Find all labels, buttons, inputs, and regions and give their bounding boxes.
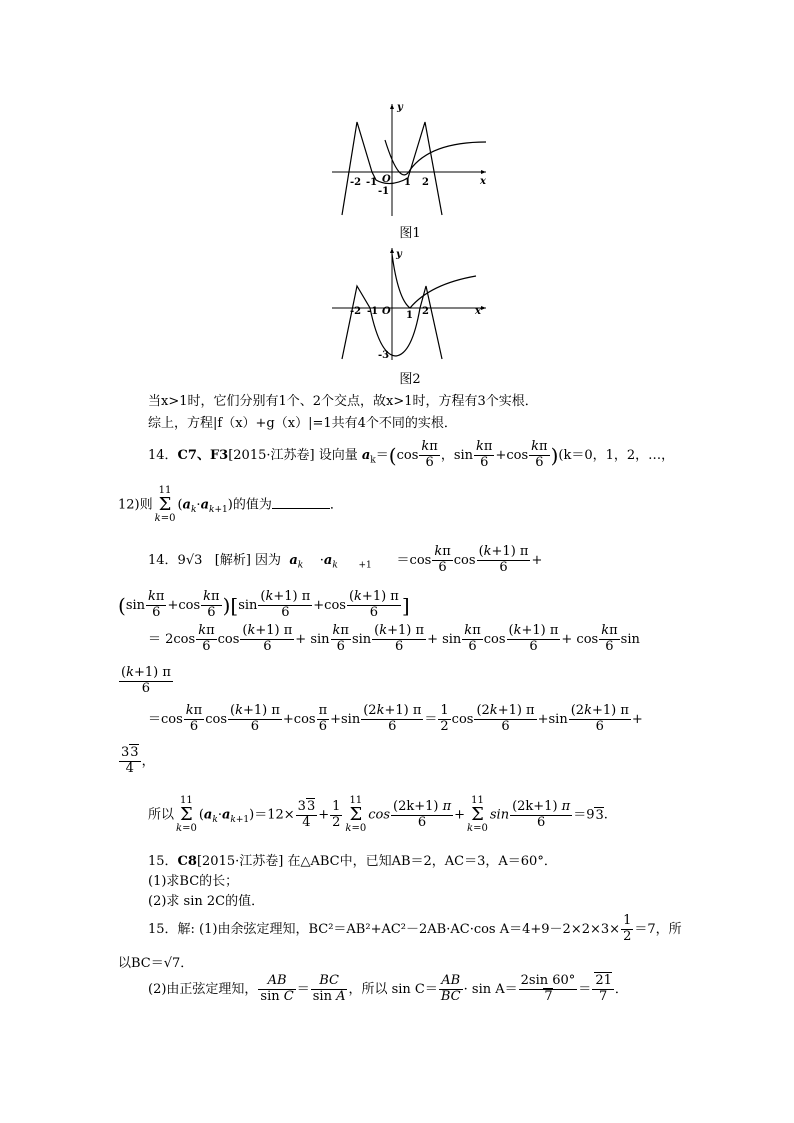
q14-eq: ＝ bbox=[375, 447, 389, 463]
fig2-tick-neg2: -2 bbox=[350, 306, 362, 317]
figure-2-graph bbox=[330, 244, 492, 362]
question-14-line-2: 12)则11 Σ $k=0(a_k\cdot a_{k+1})$的值为 ． bbox=[118, 485, 343, 524]
question-15-part-2: (2)求 sin 2C的值． bbox=[148, 894, 265, 909]
fig2-axis-x: x bbox=[475, 306, 481, 317]
a15-l3-eq: ＝ bbox=[578, 981, 592, 997]
fig1-axis-x: x bbox=[480, 176, 486, 187]
fig1-tick-origin: O bbox=[382, 174, 391, 185]
a14-prefix: 14．9√3 bbox=[148, 552, 203, 568]
q15-text: [2015·江苏卷] 在△ABC中，已知AB＝2，AC＝3，A＝60°． bbox=[196, 854, 557, 869]
fig1-tick-neg1: -1 bbox=[366, 177, 378, 188]
question-15-part-1: (1)求BC的长； bbox=[148, 874, 239, 889]
result-prefix: 所以 bbox=[148, 807, 175, 823]
a14-kp1: +1 bbox=[358, 560, 372, 571]
figure-1-caption: 图1 bbox=[399, 226, 421, 241]
q14-number: 14． bbox=[148, 447, 178, 463]
q14-l2-end: 的值为 bbox=[232, 497, 272, 513]
fig2-tick-neg1: -1 bbox=[367, 306, 379, 317]
q14-period: ． bbox=[329, 497, 343, 513]
q14-tag: C7、F3 bbox=[177, 447, 229, 463]
answer-14-line-5: ＝cos $\frac{k\pi}{6}$ cos $\frac{(k+1) \pi}{6}$ +cos $\frac{\pi}{6}$ +sin $\frac{(2k+1) \pi}{6}$ ＝ $\frac{1}{2}$ cos $\frac{(2k+1) \pi}{6}$ +sin $\frac{(2k+1) \pi}{6}$ + bbox=[148, 703, 643, 734]
fig1-tick-neg2: -2 bbox=[350, 177, 362, 188]
q14-l2-start: 12)则 bbox=[118, 497, 153, 513]
answer-14-line-1: 14．9√3 [解析] 因为 $a_k$ $\cdot a_k$ $_{+1}$ ＝cos $\frac{k\pi}{6}$ cos $\frac{(k+1) \pi}{6}$ + bbox=[148, 544, 543, 575]
answer-15-line-2: 以BC＝√7． bbox=[118, 956, 194, 971]
text-line-1: 当x>1时，它们分别有1个、2个交点，故x>1时，方程有3个实根． bbox=[148, 394, 538, 409]
fig2-tick-1: 1 bbox=[406, 310, 413, 321]
answer-14-line-3: ＝ 2cos $\frac{k\pi}{6}$ cos $\frac{(k+1) \pi}{6}$ + sin $\frac{k\pi}{6}$ sin $\frac{(k+1) \pi}{6}$ + sin $\frac{k\pi}{6}$ cos $\frac{(k+1) \pi}{6}$ + cos $\frac{k\pi}{6}$ sin bbox=[148, 623, 640, 654]
q14-source: [2015·江苏卷] 设向量 bbox=[228, 447, 358, 463]
fig1-axis-y: y bbox=[397, 102, 403, 113]
answer-blank bbox=[272, 508, 330, 509]
fig2-tick-y: -3 bbox=[378, 350, 390, 361]
answer-14-line-6: $\frac{33}{4}$ ， bbox=[121, 745, 155, 776]
a15-l1-end: ＝7，所 bbox=[634, 921, 682, 937]
fig1-tick-2: 2 bbox=[422, 177, 429, 188]
a15-l3-mid2: · sin A＝ bbox=[463, 981, 518, 997]
answer-14-line-4: $\frac{(k+1) \pi}{6}$ bbox=[121, 665, 171, 696]
answer-14-result: 所以11 Σ $k=0(a_k\cdot a_{k+1})=12\times$ $\frac{33}{4}$ + $\frac{1}{2}$ 11 Σ k=0cos $\frac{(2k+1) \pi}{6}$ +11 Σ k=0sin $\frac{(2k+1) \pi}{6}$ ＝93. bbox=[148, 795, 608, 834]
q14-vector-a: a bbox=[361, 447, 371, 463]
fig2-tick-origin: O bbox=[382, 306, 391, 317]
a14-dot: · bbox=[319, 552, 324, 568]
fig1-tick-y: -1 bbox=[378, 186, 390, 197]
a15-l3-start: (2)由正弦定理知， bbox=[148, 981, 258, 997]
answer-15-line-1: 15．解: (1)由余弦定理知，BC²＝AB²+AC²－2AB·AC·cos A＝4+9－2×2×3× $\frac{1}{2}$ ＝7，所 bbox=[148, 913, 682, 944]
question-14-line-1: 14．C7、F3[2015·江苏卷] 设向量 $a_k=(\cos$ $\frac{k\pi}{6}$ ，sin $\frac{k\pi}{6}$ +cos $\frac{k\pi}{6}$ )(k＝0，1，2，…， bbox=[148, 439, 675, 470]
a15-l3-end: ． bbox=[614, 981, 628, 997]
fig2-axis-y: y bbox=[396, 249, 402, 260]
a14-intro: [解析] 因为 bbox=[214, 552, 282, 568]
fig1-tick-1: 1 bbox=[404, 177, 411, 188]
figure-1-graph bbox=[330, 100, 492, 218]
q15-number: 15． bbox=[148, 854, 178, 869]
question-15-line-1 bbox=[148, 850, 557, 869]
q15-tag: C8 bbox=[177, 854, 197, 869]
a15-l1: 15．解: (1)由余弦定理知，BC²＝AB²+AC²－2AB·AC·cos A＝4+9－2×2×3× bbox=[148, 921, 621, 937]
q14-sub: k bbox=[370, 455, 376, 466]
text-line-2: 综上，方程|f（x）+g（x）|=1共有4个不同的实根． bbox=[148, 416, 457, 431]
answer-15-line-3: (2)由正弦定理知， $\frac{AB}{\text{sin C}}$ ＝ $\frac{BC}{\text{sin A}}$ ，所以 sin C＝ $\frac{AB}{BC}$ · sin A＝ $\frac{2\sin 60^\circ}{7}$ ＝ $\frac{21}{7}$ ． bbox=[148, 973, 628, 1004]
a15-l3-mid: ，所以 sin C＝ bbox=[348, 981, 438, 997]
fig2-tick-2: 2 bbox=[422, 306, 429, 317]
answer-14-line-2: (sin $\frac{k\pi}{6}$ +cos $\frac{k\pi}{6}$ )[sin $\frac{(k+1) \pi}{6}$ +cos $\frac{(k+1) \pi}{6}$ ] bbox=[118, 589, 410, 620]
q14-range: (k＝0，1，2，…， bbox=[558, 447, 675, 463]
figure-2-caption: 图2 bbox=[399, 372, 421, 387]
